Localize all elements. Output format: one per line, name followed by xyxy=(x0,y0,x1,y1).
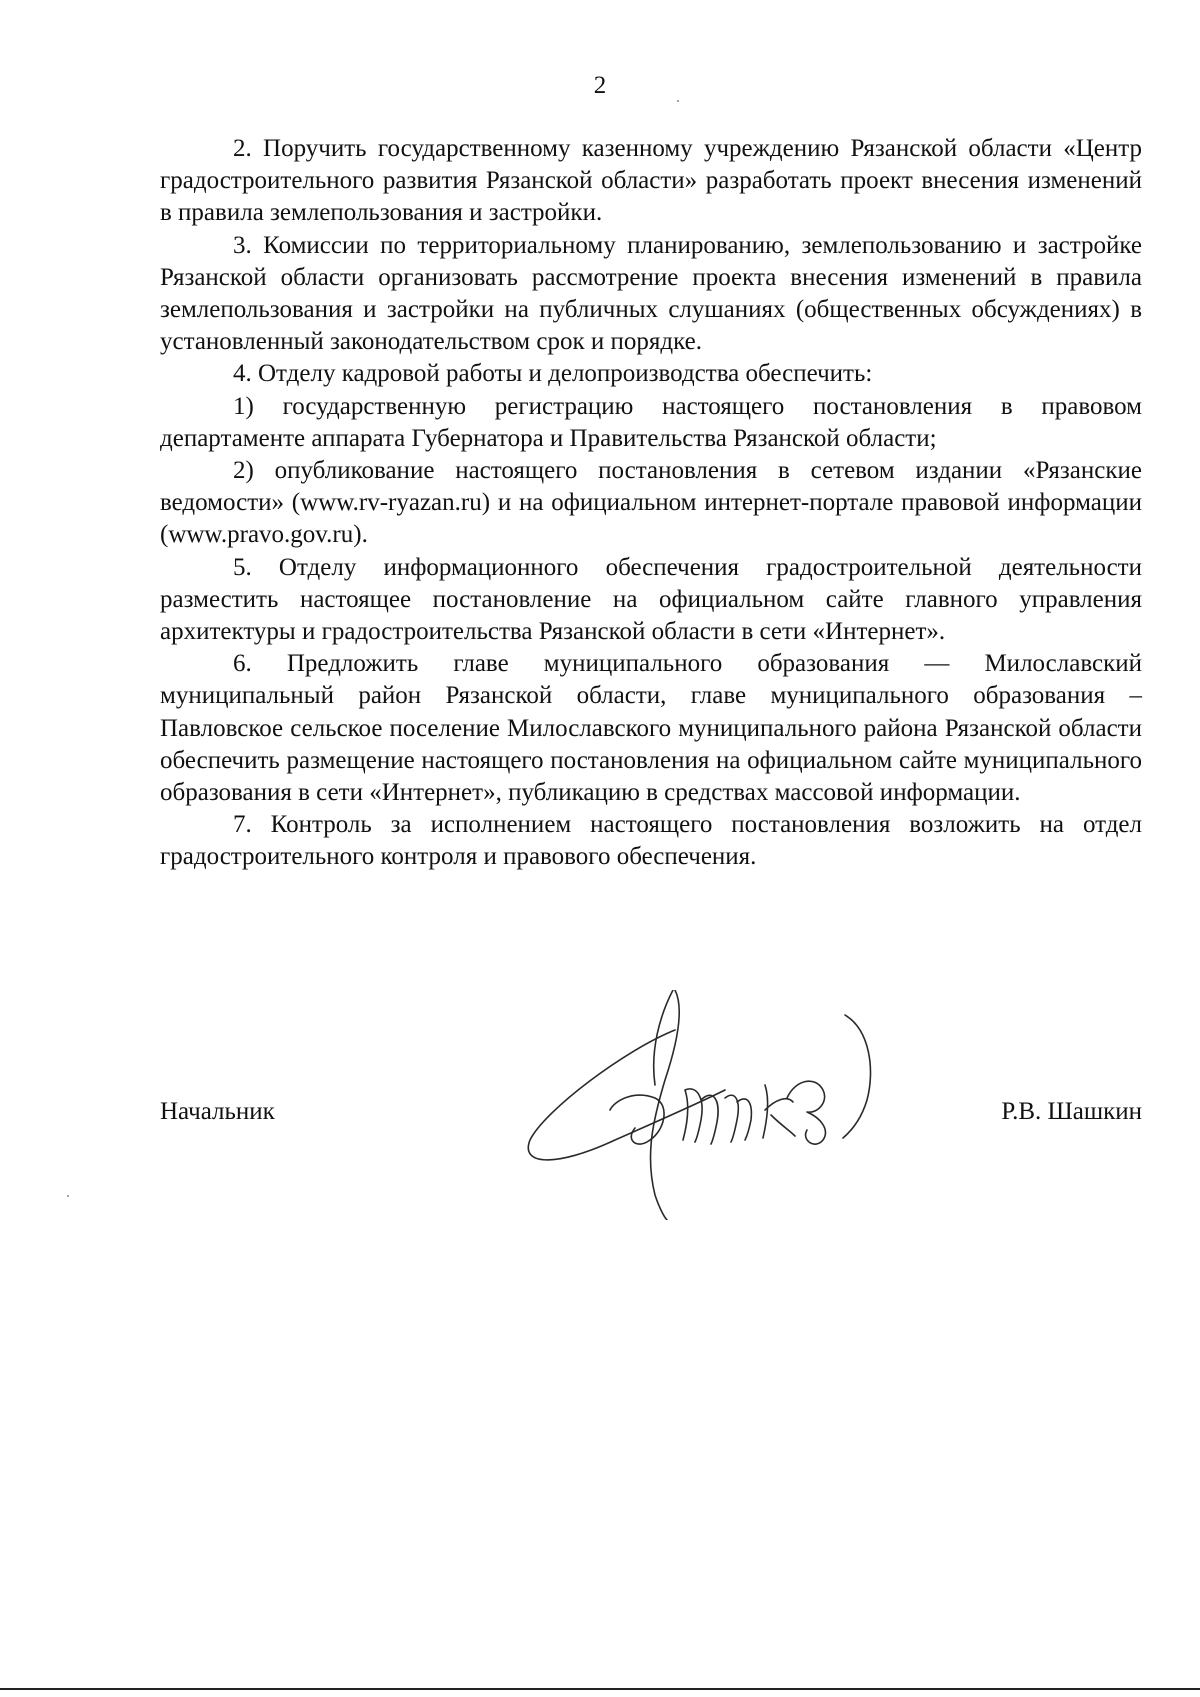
paragraph-3: 3. Комиссии по территориальному планированию, землепользованию и застройке Рязанской области организовать рассмотрение проекта внесения изменений в правила землепользования и застройки на публичных слушаниях (общественных обсуждениях) в установленный законодательством срок и порядке. xyxy=(160,231,1142,356)
signer-title: Начальник xyxy=(160,1098,275,1125)
paragraph-5: 5. Отделу информационного обеспечения градостроительной деятельности разместить настоящее постановление на официальном сайте главного управления архитектуры и градостроительства Рязанской области в сети «Интернет». xyxy=(160,553,1142,646)
signature-block xyxy=(160,1096,1142,1136)
signer-name: Р.В. Шашкин xyxy=(1001,1098,1142,1125)
paragraph-4: 4. Отделу кадровой работы и делопроизводства обеспечить: xyxy=(233,360,873,388)
paragraph-6: 6. Предложить главе муниципального образования — Милославский муниципальный район Рязанской области, главе муниципального образования – Павловское сельское поселение Милославского муниципального района Рязанской области обеспечить размещение настоящего постановления на официальном сайте муниципального образования в сети «Интернет», публикацию в средствах массовой информации. xyxy=(160,650,1142,807)
paragraph-4-item-2: 2) опубликование настоящего постановления в сетевом издании «Рязанские ведомости» (www.rv-ryazan.ru) и на официальном интернет-портале правовой информации (www.pravo.gov.ru). xyxy=(160,457,1142,549)
paragraph-7: 7. Контроль за исполнением настоящего постановления возложить на отдел градостроительного контроля и правового обеспечения. xyxy=(160,811,1142,871)
paragraph-2: 2. Поручить государственному казенному учреждению Рязанской области «Центр градостроительного развития Рязанской области» разработать проект внесения изменений в правила землепользования и застройки. xyxy=(160,135,1142,227)
document-body xyxy=(160,133,1142,874)
page-number: 2 xyxy=(593,72,607,99)
scan-speck xyxy=(677,100,679,102)
bottom-edge-line xyxy=(0,1688,1200,1690)
scan-speck xyxy=(67,1195,69,1197)
paragraph-4-item-1: 1) государственную регистрацию настоящего постановления в правовом департаменте аппарата Губернатора и Правительства Рязанской области; xyxy=(160,392,1142,452)
